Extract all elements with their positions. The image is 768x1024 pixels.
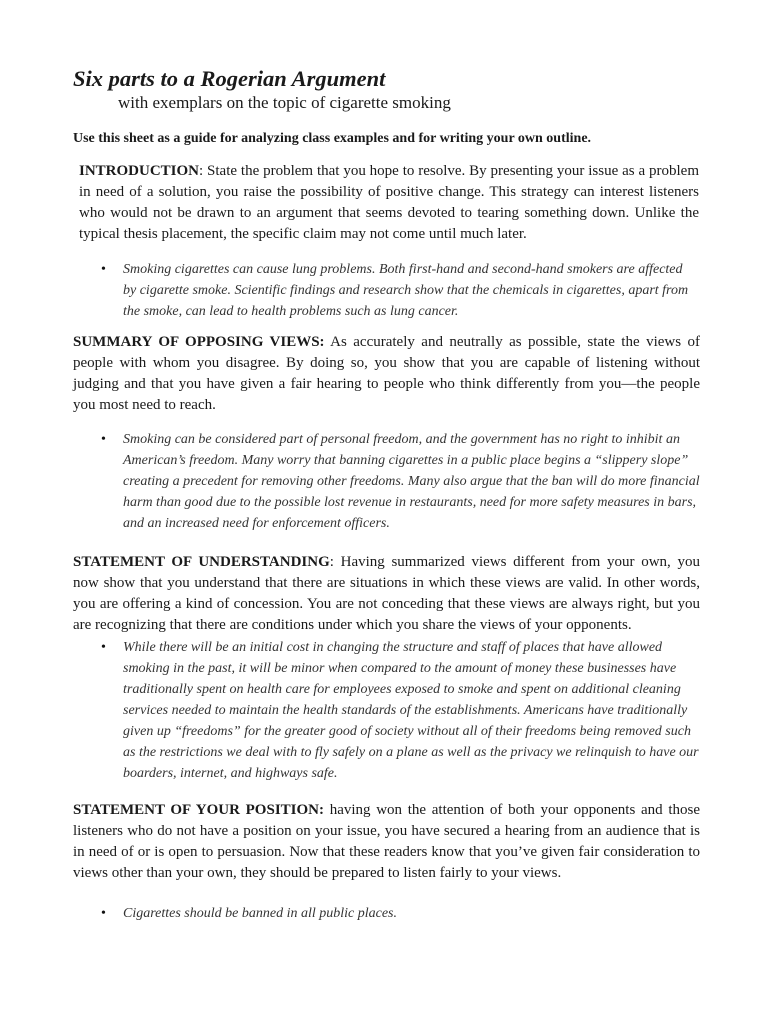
understanding-paragraph xyxy=(73,552,700,636)
introduction-text: : State the problem that you hope to resolve. By presenting your issue as a problem in need of a solution, you raise the possibility of positive change. This strategy can interest listeners who would not be drawn to an argument that seems devoted to tearing something down. Unlike the typical thesis placement, the specific claim may not come until much later. xyxy=(79,163,699,242)
bullet-icon: • xyxy=(101,906,106,921)
understanding-example xyxy=(101,637,700,784)
understanding-example-text: While there will be an initial cost in changing the structure and staff of places that have allowed smoking in the past, it will be minor when compared to the amount of money these businesses have traditionally spent on health care for employees exposed to smoke and spent on additional cleaning services needed to maintain the health standards of the establishments. Americans have traditionally given up “freedoms” for the greater good of society without all of their freedoms being removed such as the restrictions we deal with to fly safely on a plane as well as the privacy we relinquish to have our boarders, internet, and highways safe. xyxy=(123,640,699,781)
introduction-heading: INTRODUCTION xyxy=(79,163,200,179)
opposing-views-example xyxy=(101,429,700,534)
introduction-paragraph xyxy=(79,161,699,245)
understanding-text: : Having summarized views different from your own, you now show that you understand that there are situations in which these views are valid. In other words, you are offering a kind of concession. You are not conceding that these views are always right, but you are recognizing that there are conditions under which you share the views of your opponents. xyxy=(73,554,700,633)
opposing-views-text: As accurately and neutrally as possible, state the views of people with whom you disagree. By doing so, you show that you are capable of listening without judging and that you have given a fair hearing to people who think differently from you—the people you most need to reach. xyxy=(73,334,700,413)
instruction-line: Use this sheet as a guide for analyzing class examples and for writing your own outline. xyxy=(73,131,592,146)
bullet-icon: • xyxy=(101,640,106,655)
opposing-views-paragraph xyxy=(73,332,700,416)
introduction-example xyxy=(101,259,698,322)
position-example-text: Cigarettes should be banned in all public places. xyxy=(123,906,398,921)
position-text: having won the attention of both your opponents and those listeners who do not have a position on your issue, you have secured a hearing from an audience that is in need of or is open to persuasion. Now that these readers know that you’ve given fair consideration to views other than your own, they should be prepared to listen fairly to your views. xyxy=(73,802,701,881)
document-title: Six parts to a Rogerian Argument xyxy=(73,66,386,91)
position-heading: STATEMENT OF YOUR POSITION: xyxy=(73,802,324,818)
position-paragraph xyxy=(73,800,700,884)
position-example xyxy=(101,903,700,924)
bullet-icon: • xyxy=(101,262,106,277)
bullet-icon: • xyxy=(101,432,106,447)
opposing-views-example-text: Smoking can be considered part of personal freedom, and the government has no right to inhibit an American’s freedom. Many worry that banning cigarettes in a public place begins a “slippery slope” creating a precedent for removing other freedoms. Many also argue that the ban will do more financial harm than good due to the possible lost revenue in restaurants, need for more safety measures in bars, and an increased need for enforcement officers. xyxy=(123,432,700,531)
understanding-heading: STATEMENT OF UNDERSTANDING xyxy=(73,554,330,570)
document-subtitle: with exemplars on the topic of cigarette smoking xyxy=(118,93,451,112)
introduction-example-text: Smoking cigarettes can cause lung problems. Both first-hand and second-hand smokers are affected by cigarette smoke. Scientific findings and research show that the chemicals in cigarettes, apart from the smoke, can lead to health problems such as lung cancer. xyxy=(123,262,689,319)
opposing-views-heading: SUMMARY OF OPPOSING VIEWS: xyxy=(73,334,325,350)
